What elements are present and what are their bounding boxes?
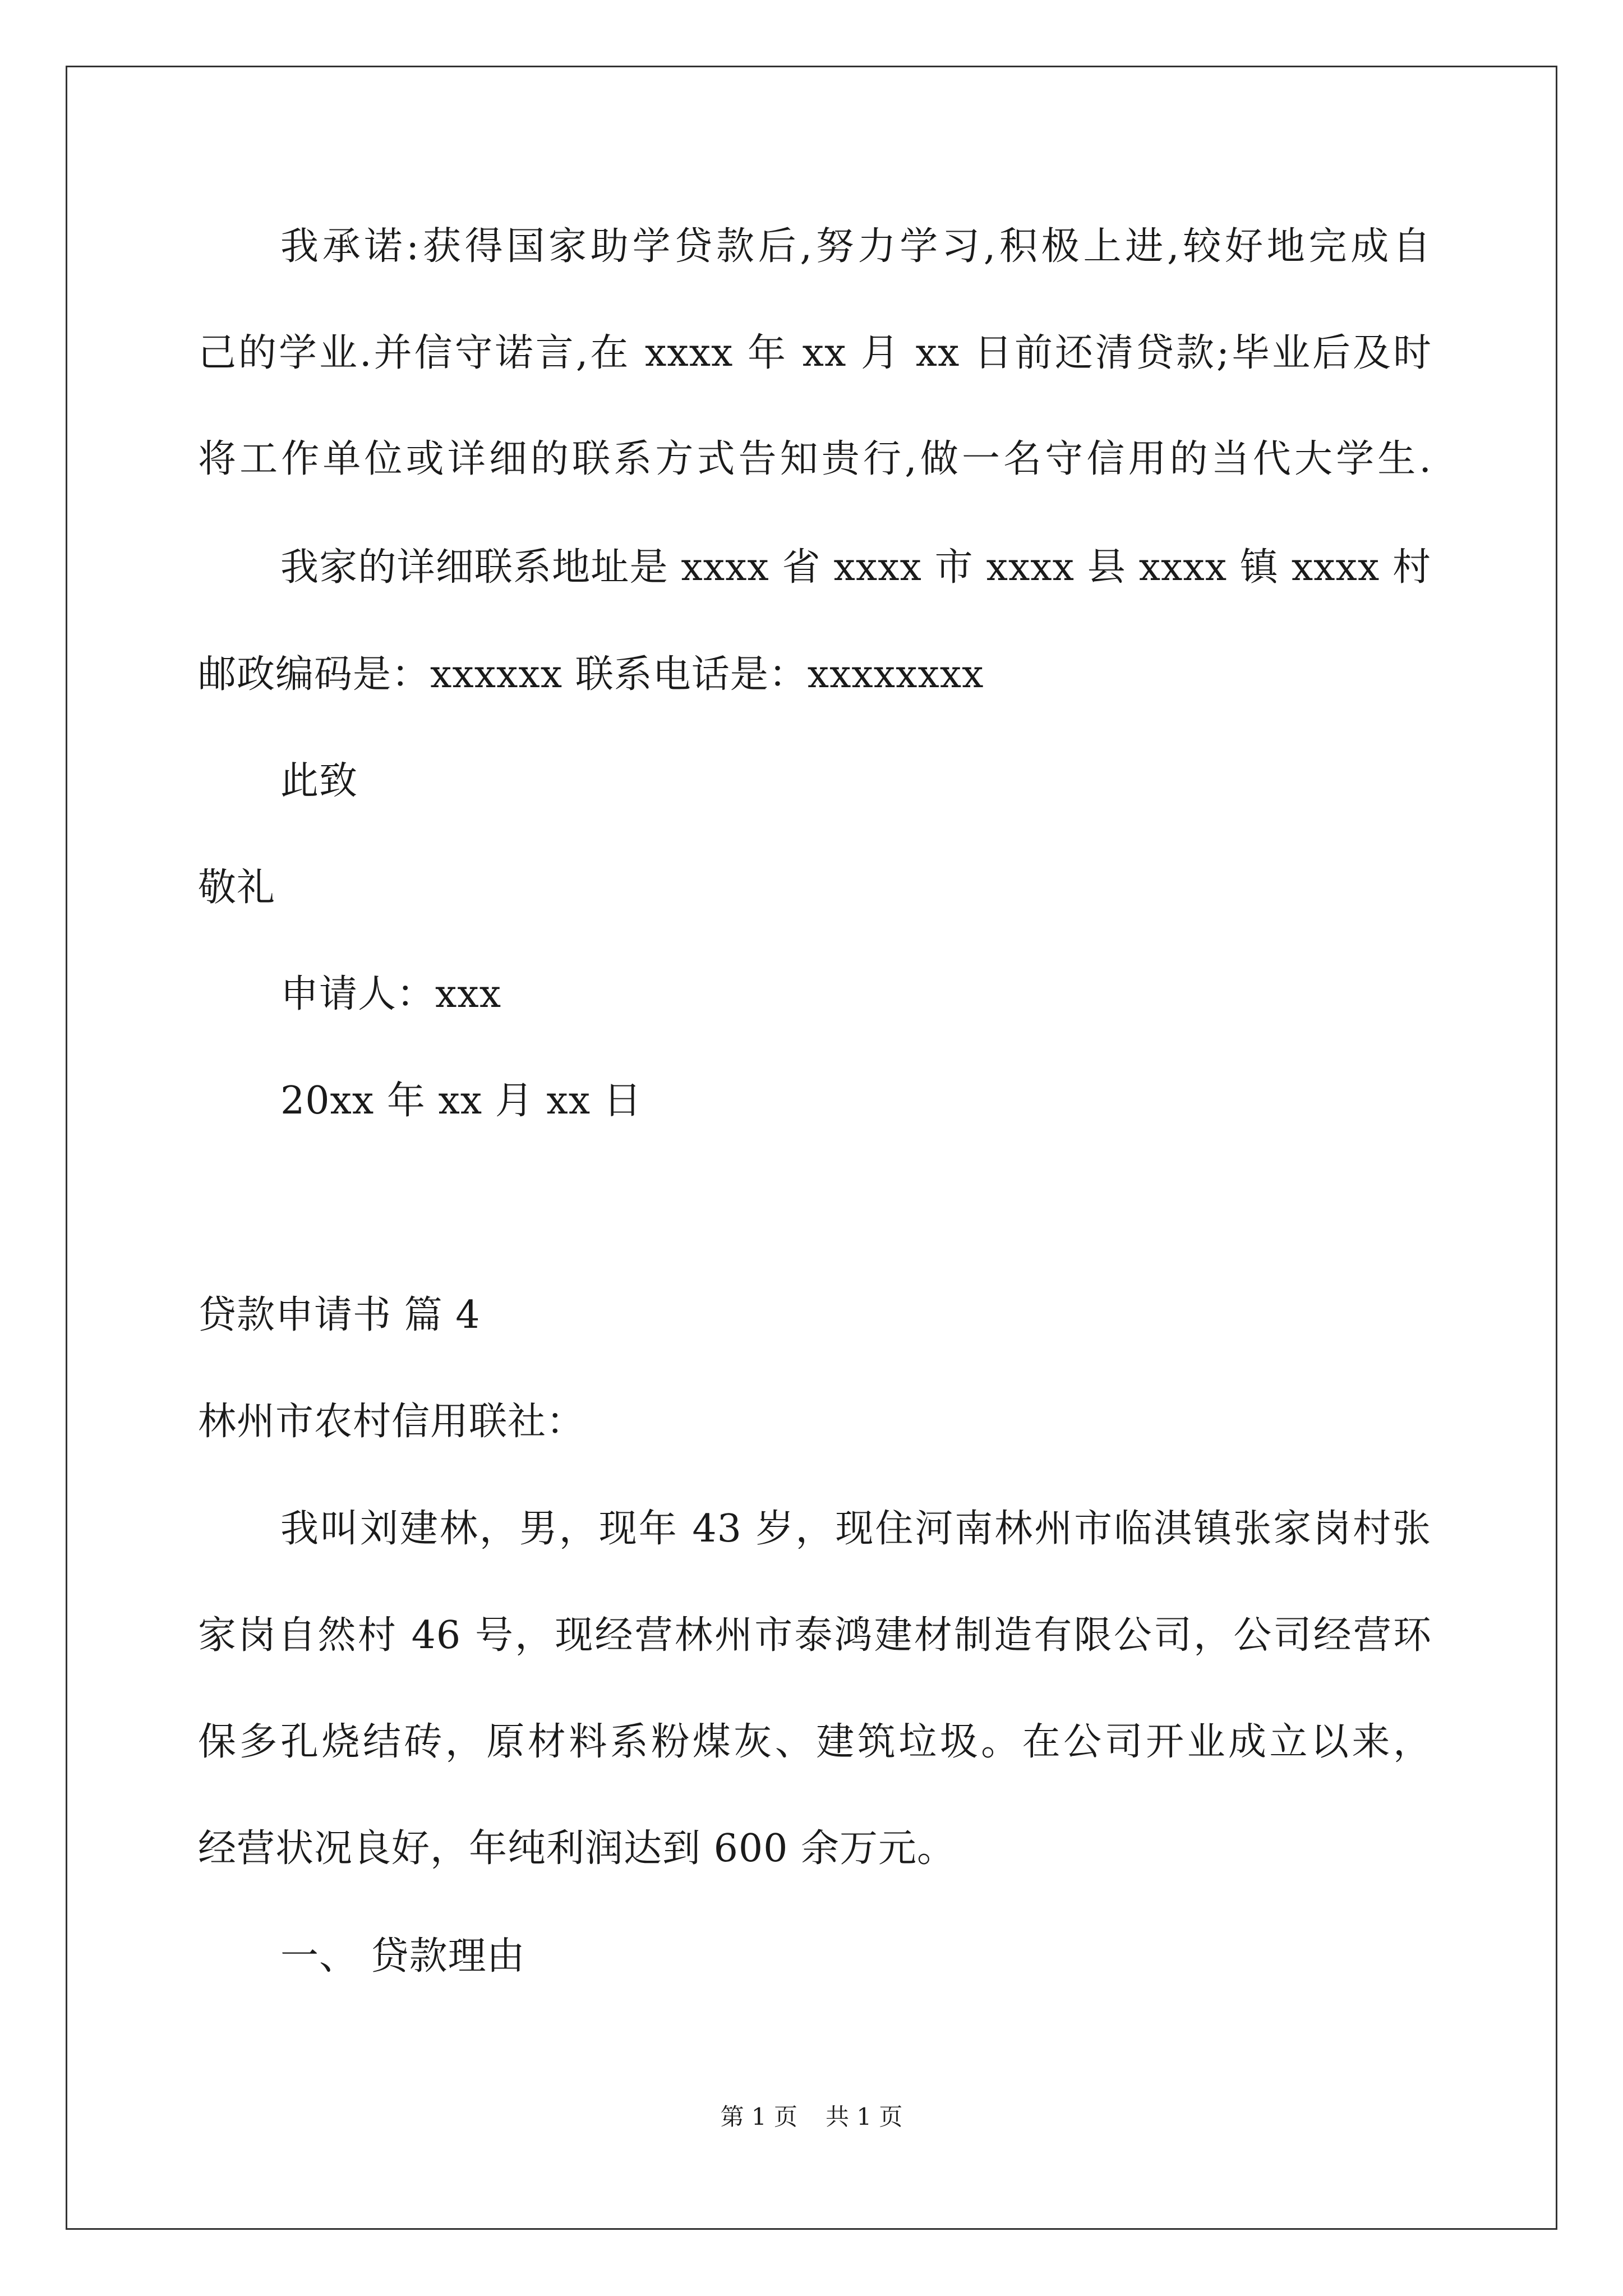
page-number: 第 1 页 bbox=[720, 2103, 797, 2131]
addressee: 林州市农村信用联社： bbox=[198, 1400, 585, 1444]
page-border bbox=[66, 66, 1557, 2230]
applicant-signature: 申请人：xxx bbox=[280, 972, 502, 1016]
paragraph1-line3: 将工作单位或详细的联系方式告知贵行,做一名守信用的当代大学生. bbox=[198, 437, 1432, 481]
paragraph2-line1: 我家的详细联系地址是 xxxx 省 xxxx 市 xxxx 县 xxxx 镇 xxxx 村 bbox=[280, 545, 1431, 590]
heading-loan-reason: 一、 贷款理由 bbox=[280, 1934, 525, 1978]
paragraph1-line1: 我承诺:获得国家助学贷款后,努力学习,积极上进,较好地完成自 bbox=[280, 224, 1431, 269]
paragraph1-line2: 己的学业.并信守诺言,在 xxxx 年 xx 月 xx 日前还清贷款;毕业后及时 bbox=[198, 331, 1432, 375]
body-line4: 经营状况良好，年纯利润达到 600 余万元。 bbox=[198, 1826, 956, 1871]
salutation-line2: 敬礼 bbox=[198, 866, 276, 910]
body-line1: 我叫刘建林，男，现年 43 岁，现住河南林州市临淇镇张家岗村张 bbox=[280, 1507, 1431, 1551]
page-footer bbox=[0, 2100, 1623, 2134]
page-total: 共 1 页 bbox=[826, 2103, 903, 2131]
salutation-line1: 此致 bbox=[280, 759, 358, 803]
paragraph2-line2: 邮政编码是：xxxxxx 联系电话是：xxxxxxxx bbox=[198, 652, 984, 697]
letter-date: 20xx 年 xx 月 xx 日 bbox=[280, 1079, 642, 1123]
body-line3: 保多孔烧结砖，原材料系粉煤灰、建筑垃圾。在公司开业成立以来， bbox=[198, 1720, 1432, 1764]
body-line2: 家岗自然村 46 号，现经营林州市泰鸿建材制造有限公司，公司经营环 bbox=[198, 1613, 1432, 1658]
section-title: 贷款申请书 篇 4 bbox=[198, 1293, 481, 1337]
